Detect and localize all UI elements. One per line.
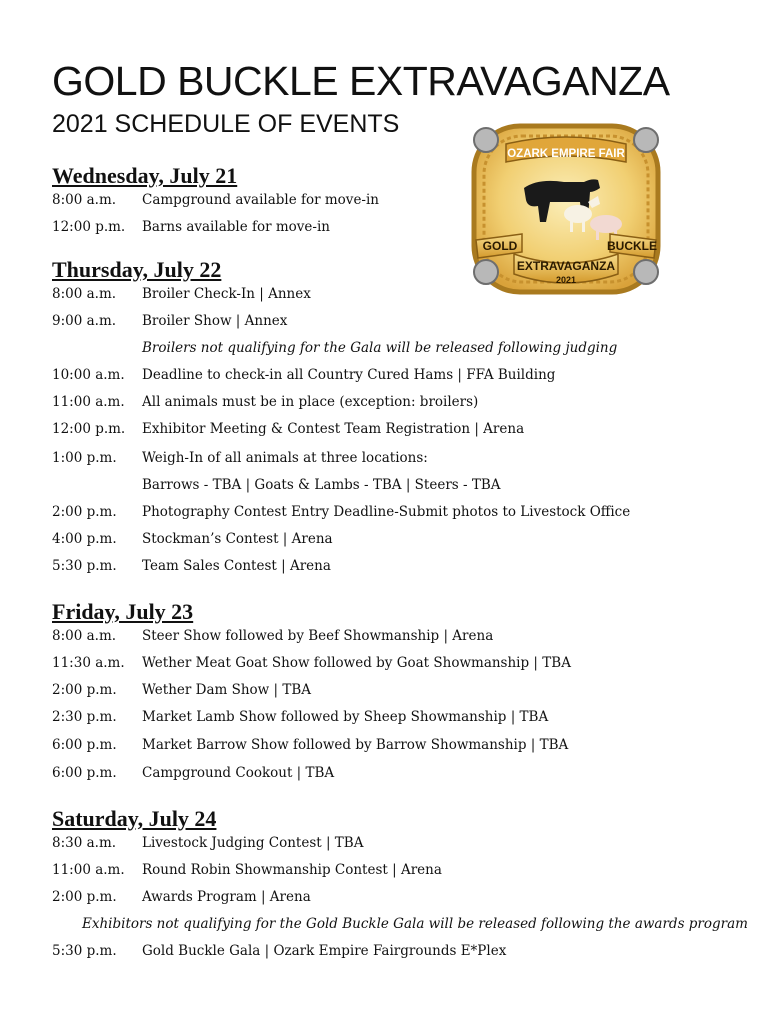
page-title: GOLD BUCKLE EXTRAVAGANZA: [52, 58, 670, 104]
event-time: 8:00 a.m.: [52, 192, 117, 208]
logo-banner-text: OZARK EMPIRE FAIR: [507, 148, 625, 160]
event-time: 2:00 p.m.: [52, 889, 117, 905]
gold-buckle-logo: [466, 122, 666, 297]
logo-word-right: BUCKLE: [607, 239, 657, 253]
event-description: Gold Buckle Gala | Ozark Empire Fairgrounds E*Plex: [142, 943, 507, 959]
event-time: 11:30 a.m.: [52, 655, 125, 671]
day-heading-thursday: Thursday, July 22: [52, 257, 222, 282]
event-description: Campground available for move-in: [142, 192, 380, 208]
event-time: 8:00 a.m.: [52, 628, 117, 644]
event-description: Barns available for move-in: [142, 219, 330, 235]
day-heading-friday: Friday, July 23: [52, 599, 194, 624]
event-time: 6:00 p.m.: [52, 737, 117, 753]
event-time: 4:00 p.m.: [52, 531, 117, 547]
event-time: 8:00 a.m.: [52, 286, 117, 302]
event-time: 2:30 p.m.: [52, 709, 117, 725]
event-time: 12:00 p.m.: [52, 421, 126, 437]
page-subtitle: 2021 SCHEDULE OF EVENTS: [52, 110, 400, 138]
event-description: Wether Meat Goat Show followed by Goat Showmanship | TBA: [142, 655, 571, 671]
logo-ribbon-text: EXTRAVAGANZA: [516, 259, 616, 273]
logo-year: 2021: [555, 275, 577, 285]
event-time: 5:30 p.m.: [52, 943, 117, 959]
event-time: 2:00 p.m.: [52, 682, 117, 698]
event-time: 2:00 p.m.: [52, 504, 117, 520]
event-description: Weigh-In of all animals at three locations:: [142, 450, 428, 466]
event-description: Campground Cookout | TBA: [142, 765, 335, 781]
day-heading-saturday: Saturday, July 24: [52, 806, 217, 831]
event-time: 1:00 p.m.: [52, 450, 117, 466]
event-time: 9:00 a.m.: [52, 313, 117, 329]
event-description: Livestock Judging Contest | TBA: [142, 835, 364, 851]
event-description: Exhibitor Meeting & Contest Team Registration | Arena: [142, 421, 525, 437]
event-description: All animals must be in place (exception: broilers): [142, 394, 479, 410]
event-time: 8:30 a.m.: [52, 835, 117, 851]
event-description: Market Barrow Show followed by Barrow Showmanship | TBA: [142, 737, 569, 753]
event-time: 5:30 p.m.: [52, 558, 117, 574]
event-time: 11:00 a.m.: [52, 394, 125, 410]
broiler-release-note: Broilers not qualifying for the Gala will be released following judging: [142, 340, 618, 356]
weigh-in-locations: Barrows - TBA | Goats & Lambs - TBA | Steers - TBA: [142, 477, 501, 493]
event-description: Team Sales Contest | Arena: [142, 558, 331, 574]
event-time: 12:00 p.m.: [52, 219, 126, 235]
event-description: Awards Program | Arena: [142, 889, 311, 905]
event-description: Steer Show followed by Beef Showmanship | Arena: [142, 628, 494, 644]
event-description: Market Lamb Show followed by Sheep Showmanship | TBA: [142, 709, 549, 725]
event-time: 6:00 p.m.: [52, 765, 117, 781]
day-heading-wednesday: Wednesday, July 21: [52, 163, 238, 188]
event-description: Round Robin Showmanship Contest | Arena: [142, 862, 442, 878]
awards-release-note: Exhibitors not qualifying for the Gold Buckle Gala will be released following the awards program: [82, 916, 748, 932]
event-time: 11:00 a.m.: [52, 862, 125, 878]
event-description: Broiler Check-In | Annex: [142, 286, 311, 302]
event-description: Photography Contest Entry Deadline-Submit photos to Livestock Office: [142, 504, 631, 520]
event-description: Broiler Show | Annex: [142, 313, 288, 329]
event-time: 10:00 a.m.: [52, 367, 125, 383]
event-description: Stockman’s Contest | Arena: [142, 531, 333, 547]
event-description: Deadline to check-in all Country Cured Hams | FFA Building: [142, 367, 556, 383]
logo-word-left: GOLD: [482, 239, 518, 253]
event-description: Wether Dam Show | TBA: [142, 682, 312, 698]
